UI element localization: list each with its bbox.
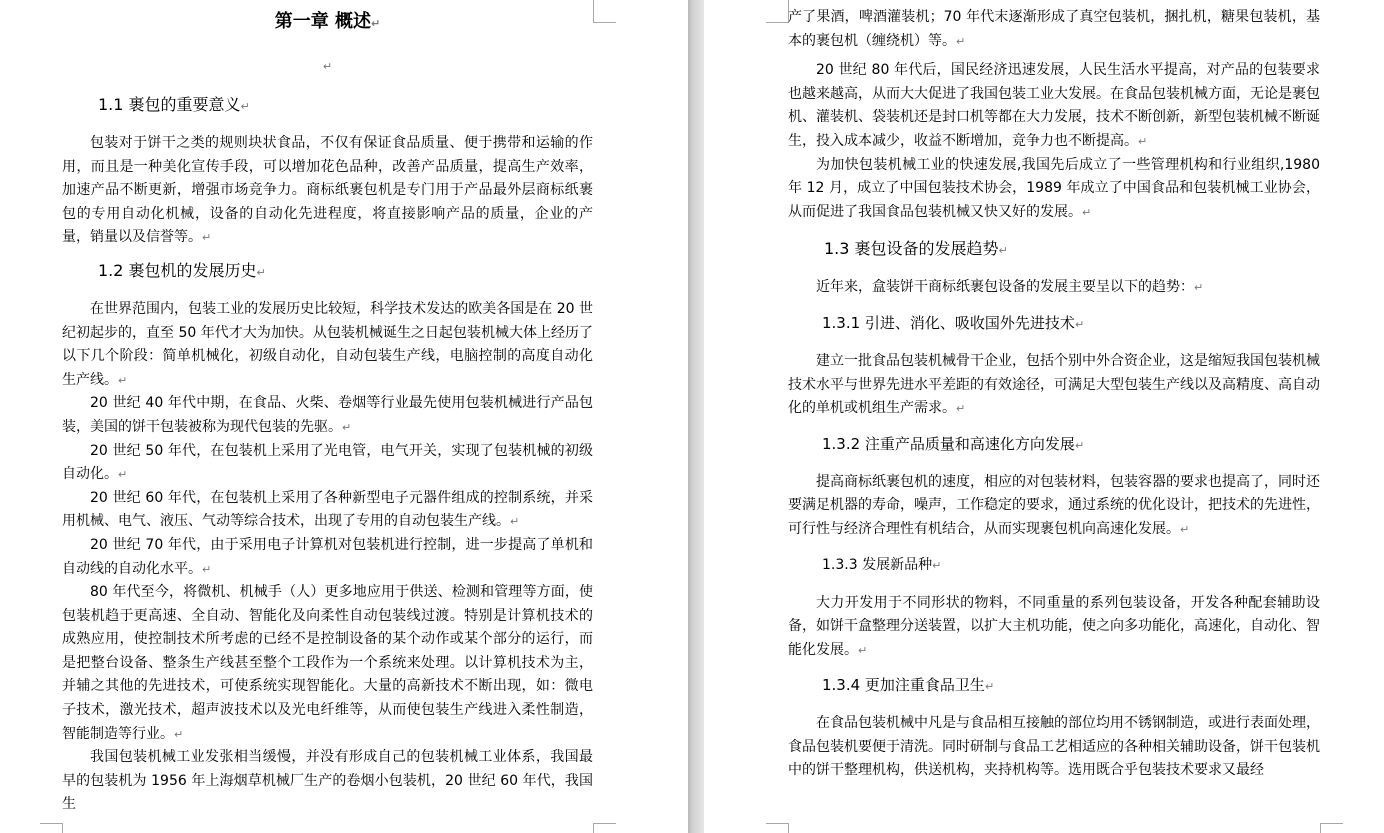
document-page-left [0, 0, 688, 833]
crop-mark [1320, 823, 1343, 833]
page-text-area[interactable] [788, 0, 1320, 783]
paragraph: 提高商标纸裹包机的速度，相应的对包装材料，包装容器的要求也提高了，同时还要满足机器的寿命，噪声，工作稳定的要求，通过系统的优化设计，把技术的先进性，可行性与经济合理性有机结合，从而实现裹包机向高速化发展。↵ [788, 473, 1320, 537]
paragraph: 20 世纪 50 年代，在包装机上采用了光电管，电气开关，实现了包装机械的初级自动化。↵ [62, 442, 593, 483]
paragraph: 20 世纪 80 年代后，国民经济迅速发展，人民生活水平提高，对产品的包装要求也越来越高，从而大大促进了我国包装工业大发展。在食品包装机械方面，无论是裹包机、灌装机、袋装机还是封口机等都在大力发展，技术不断创新，新型包装机械不断诞生，投入成本减少，收益不断增加，竞争力也不断提高。↵ [788, 62, 1320, 149]
subsection-heading-1-3-2: 1.3.2 注重产品质量和高速化方向发展↵ [822, 434, 1085, 453]
section-heading-1-3: 1.3 裹包设备的发展趋势↵ [824, 239, 1008, 259]
paragraph: 20 世纪 60 年代，在包装机上采用了各种新型电子元器件组成的控制系统，并采用机械、电气、液压、气动等综合技术，出现了专用的自动包装生产线。↵ [62, 489, 593, 530]
paragraph: 80 年代至今，将微机、机械手（人）更多地应用于供送、检测和管理等方面，使包装机趋于更高速、全自动、智能化及向柔性自动包装线过渡。特别是计算机技术的成熟应用，使控制技术所考虑的已经不是控制设备的某个动作或某个部分的运行，而是把整台设备、整条生产线甚至整个工段作为一个系统来处理。以计算机技术为主，并辅之其他的先进技术，可使系统实现智能化。大量的高新技术不断出现，如：微电子技术，激光技术，超声波技术以及光电纤维等，从而使包装生产线进入柔性制造，智能制造等行业。↵ [62, 584, 593, 742]
paragraph: 为加快包装机械工业的快速发展,我国先后成立了一些管理机构和行业组织,1980 年 12 月，成立了中国包装技术协会，1989 年成立了中国食品和包装机械工业协会，从而促进了我国食品包装机械又快又好的发展。↵ [788, 156, 1320, 220]
paragraph-continued: 产了果酒，啤酒灌装机；70 年代末逐渐形成了真空包装机，捆扎机，糖果包装机，基本的裹包机（缠绕机）等。↵ [788, 9, 1320, 49]
page-gutter [688, 0, 704, 833]
document-page-right [704, 0, 1384, 833]
paragraph: 大力开发用于不同形状的物料，不同重量的系列包装设备，开发各种配套辅助设备，如饼干盒整理分送装置，以扩大主机功能，使之向多功能化，高速化，自动化、智能化发展。↵ [788, 594, 1320, 658]
section-heading-1-1: 1.1 裹包的重要意义↵ [98, 95, 250, 114]
subsection-heading-1-3-1: 1.3.1 引进、消化、吸收国外先进技术↵ [822, 313, 1085, 332]
paragraph: 建立一批食品包装机械骨干企业，包括个别中外合资企业，这是缩短我国包装机械技术水平与世界先进水平差距的有效途径，可满足大型包装生产线以及高精度、高自动化的单机或机组生产需求。↵ [788, 352, 1320, 417]
paragraph: 20 世纪 40 年代中期，在食品、火柴、卷烟等行业最先使用包装机械进行产品包装，美国的饼干包装被称为现代包装的先驱。↵ [62, 395, 593, 435]
crop-mark [766, 823, 789, 833]
subsection-heading-1-3-4: 1.3.4 更加注重食品卫生↵ [822, 676, 995, 695]
paragraph: 包装对于饼干之类的规则块状食品，不仅有保证食品质量、便于携带和运输的作用，而且是一种美化宣传手段，可以增加花色品种，改善产品质量，提高生产效率，加速产品不断更新，增强市场竞争力。商标纸裹包机是专门用于产品最外层商标纸裹包的专用自动化机械，设备的自动化先进程度，将直接影响产品的质量，企业的产量，销量以及信誉等。↵ [62, 135, 593, 246]
crop-mark [766, 0, 789, 23]
empty-paragraph: ↵ [322, 60, 333, 73]
section-heading-1-2: 1.2 裹包机的发展历史↵ [98, 260, 266, 280]
crop-mark [593, 823, 616, 833]
paragraph: 我国包装机械工业发张相当缓慢，并没有形成自己的包装机械工业体系，我国最早的包装机为 1956 年上海烟草机械厂生产的卷烟小包装机，20 世纪 60 年代，我国生 [62, 749, 593, 813]
paragraph: 在食品包装机械中凡是与食品相互接触的部位均用不锈钢制造，或进行表面处理，食品包装机要便于清洗。同时研制与食品工艺相适应的各种相关辅助设备，饼干包装机中的饼干整理机构，供送机构，夹持机构等。选用既合乎包装技术要求又最经 [788, 715, 1320, 779]
crop-mark [593, 0, 616, 23]
paragraph: 在世界范围内，包装工业的发展历史比较短，科学技术发达的欧美各国是在 20 世纪初起步的，直至 50 年代才大为加快。从包装机械诞生之日起包装机械大体上经历了以下几个阶段：简单机械化，初级自动化，自动包装生产线，电脑控制的高度自动化生产线。↵ [62, 300, 593, 388]
page-text-area[interactable] [62, 0, 593, 817]
subsection-heading-1-3-3: 1.3.3 发展新品种↵ [822, 556, 942, 573]
paragraph: 20 世纪 70 年代，由于采用电子计算机对包装机进行控制，进一步提高了单机和自动线的自动化水平。↵ [62, 536, 593, 577]
paragraph: 近年来，盒装饼干商标纸裹包设备的发展主要呈以下的趋势：↵ [816, 279, 1204, 296]
crop-mark [40, 823, 63, 833]
chapter-title: 第一章 概述↵ [274, 11, 381, 32]
